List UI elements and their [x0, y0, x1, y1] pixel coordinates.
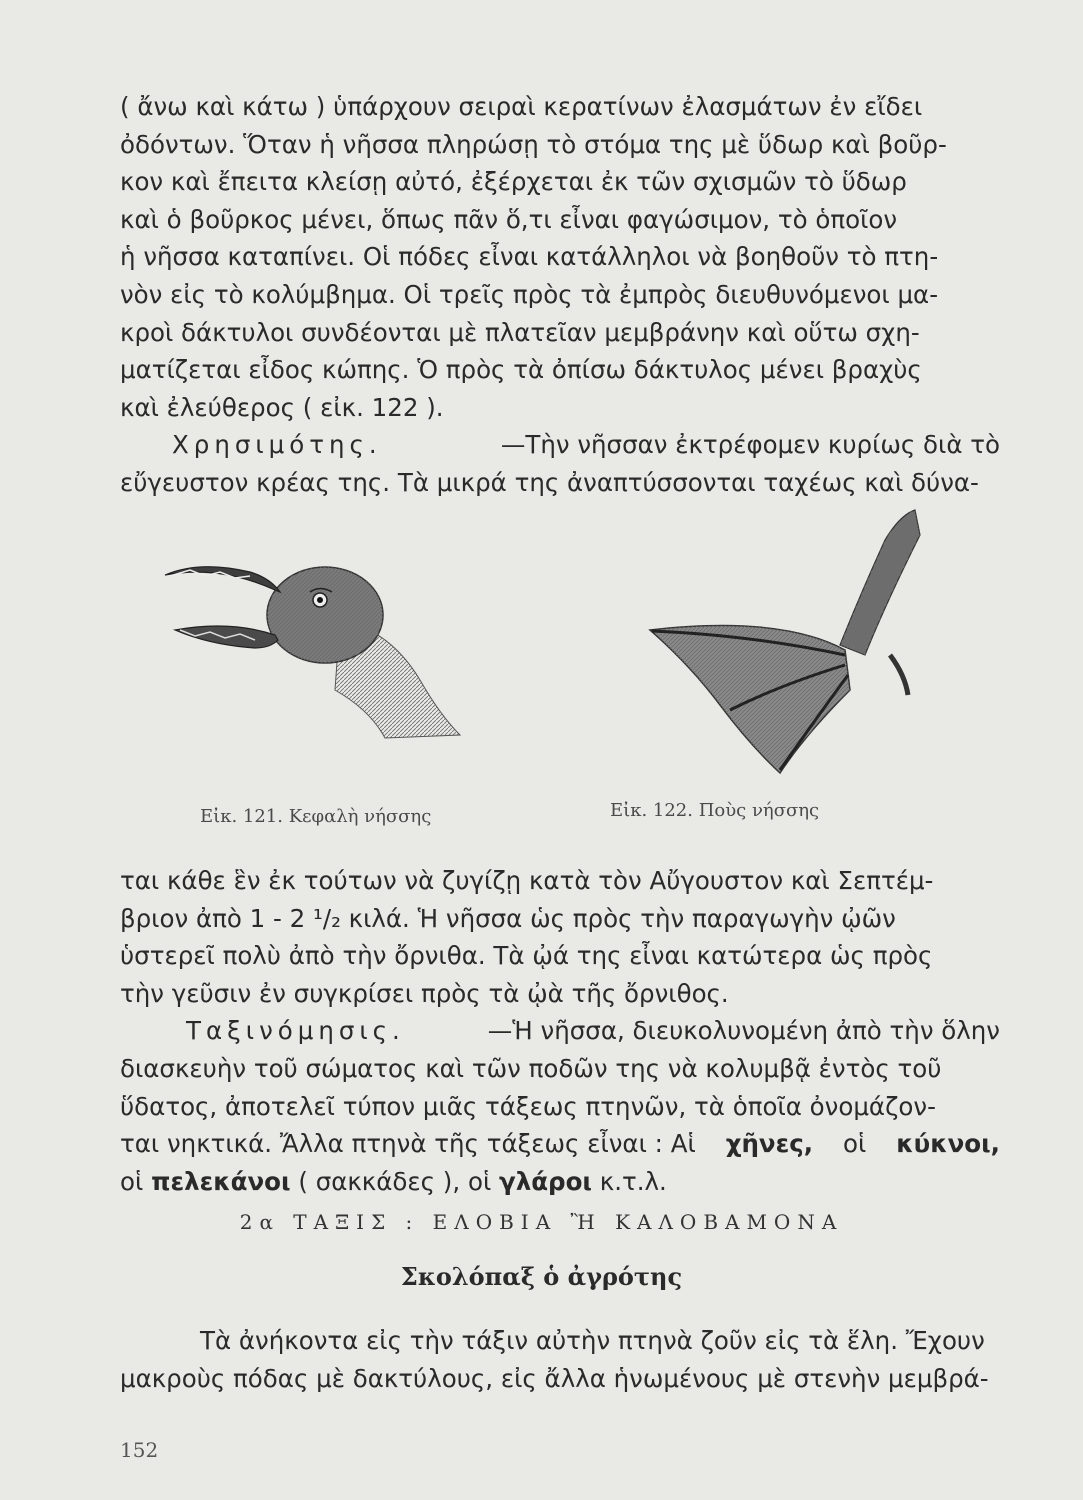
line-text: καὶ ὁ βοῦρκος μένει, ὅπως πᾶν ὅ,τι εἶναι φαγώσιμον, τὸ ὁποῖον: [120, 204, 898, 234]
text-line: [120, 201, 1000, 239]
figure-121-caption: Εἰκ. 121. Κεφαλὴ νήσσης: [200, 806, 432, 827]
text-line: [120, 389, 1000, 427]
text-line: [120, 937, 1000, 975]
article-text: οἱ: [843, 1129, 867, 1159]
text-line: [120, 1050, 1000, 1088]
line-text: τὴν γεῦσιν ἐν συγκρίσει πρὸς τὰ ᾠὰ τῆς ὄρνιθος.: [120, 978, 729, 1008]
classification-line: [120, 1012, 1000, 1050]
usefulness-line: [120, 426, 1000, 464]
page-number: 152: [120, 1438, 159, 1462]
text-line: [120, 314, 1000, 352]
term-pelicans: πελεκάνοι: [151, 1166, 291, 1196]
article-text: οἱ: [120, 1166, 144, 1196]
line-text: διασκευὴν τοῦ σώματος καὶ τῶν ποδῶν της νὰ κολυμβᾷ ἐντὸς τοῦ: [120, 1053, 942, 1083]
text-line: [120, 163, 1000, 201]
text-line: [120, 464, 1000, 502]
text-line: [120, 276, 1000, 314]
line-text: ἡ νῆσσα καταπίνει. Οἱ πόδες εἶναι κατάλληλοι νὰ βοηθοῦν τὸ πτη-: [120, 242, 939, 272]
duck-head-illustration: [160, 520, 490, 745]
text-line: [120, 1322, 1000, 1360]
line-text: μακροὺς πόδας μὲ δακτύλους, εἰς ἄλλα ἡνωμένους μὲ στενὴν μεμβρά-: [120, 1363, 989, 1393]
text-line: [120, 88, 1000, 126]
article-text: οἱ: [467, 1166, 492, 1196]
text-line: [120, 862, 1000, 900]
text-line: [120, 351, 1000, 389]
text-block-top: [120, 88, 1000, 502]
text-line: [120, 975, 1000, 1013]
line-text: εὔγευστον κρέας της. Τὰ μικρά της ἀναπτύσσονται ταχέως καὶ δύνα-: [120, 467, 979, 497]
term-gulls: γλάροι: [499, 1166, 592, 1196]
line-text: κον καὶ ἔπειτα κλείσῃ αὐτό, ἐξέρχεται ἐκ τῶν σχισμῶν τὸ ὕδωρ: [120, 167, 907, 197]
classification-text: —Ἡ νῆσσα, διευκολυνομένη ἀπὸ τὴν ὅλην: [487, 1016, 1000, 1046]
line-text: ὕδατος, ἀποτελεῖ τύπον μιᾶς τάξεως πτηνῶν, τὰ ὁποῖα ὀνομάζον-: [120, 1091, 936, 1121]
line-text: ται νηκτικά. Ἄλλα πτηνὰ τῆς τάξεως εἶναι : Αἱ: [120, 1129, 696, 1159]
line-text: ματίζεται εἶδος κώπης. Ὁ πρὸς τὰ ὀπίσω δάκτυλος μένει βραχὺς: [120, 355, 922, 385]
term-swans: κύκνοι,: [896, 1129, 1000, 1159]
duck-foot-illustration: [630, 505, 930, 780]
section-heading: 2α ΤΑΞΙΣ : ΕΛΟΒΙΑ Ἢ ΚΑΛΟΒΑΜΟΝΑ: [239, 1210, 844, 1234]
text-line: [120, 1125, 1000, 1163]
text-line: [120, 1163, 1000, 1201]
term-geese: χῆνες,: [725, 1129, 814, 1159]
species-subheading: Σκολόπαξ ὁ ἀγρότης: [400, 1262, 683, 1291]
line-text: βριον ἀπὸ 1 - 2 ¹/₂ κιλά. Ἡ νῆσσα ὡς πρὸς τὴν παραγωγὴν ᾠῶν: [120, 903, 896, 933]
pelicans-gloss: ( σακκάδες ),: [298, 1166, 461, 1196]
text-line: [120, 126, 1000, 164]
line-text: ὑστερεῖ πολὺ ἀπὸ τὴν ὄρνιθα. Τὰ ᾠά της εἶναι κατώτερα ὡς πρὸς: [120, 941, 933, 971]
usefulness-heading: Χρησιμότης.: [172, 430, 382, 460]
line-text: ( ἄνω καὶ κάτω ) ὑπάρχουν σειραὶ κερατίνων ἐλασμάτων ἐν εἴδει: [120, 92, 923, 121]
text-block-bottom: [120, 1322, 1000, 1397]
usefulness-text: —Τὴν νῆσσαν ἐκτρέφομεν κυρίως διὰ τὸ: [500, 430, 1000, 460]
line-text: Τὰ ἀνήκοντα εἰς τὴν τάξιν αὐτὴν πτηνὰ ζοῦν εἰς τὰ ἕλη. Ἔχουν: [200, 1326, 985, 1355]
text-line: [120, 900, 1000, 938]
text-line: [120, 1360, 1000, 1398]
classification-heading: Ταξινόμησις.: [186, 1016, 405, 1046]
line-text: ὀδόντων. Ὅταν ἡ νῆσσα πληρώσῃ τὸ στόμα της μὲ ὕδωρ καὶ βοῦρ-: [120, 129, 947, 159]
line-text: ται κάθε ἓν ἐκ τούτων νὰ ζυγίζῃ κατὰ τὸν Αὔγουστον καὶ Σεπτέμ-: [120, 866, 934, 895]
text-block-middle: [120, 862, 1000, 1200]
figure-122-caption: Εἰκ. 122. Ποὺς νήσσης: [610, 800, 820, 821]
etc-text: κ.τ.λ.: [599, 1166, 667, 1196]
line-text: νὸν εἰς τὸ κολύμβημα. Οἱ τρεῖς πρὸς τὰ ἐμπρὸς διευθυνόμενοι μα-: [120, 279, 939, 309]
line-text: κροὶ δάκτυλοι συνδέονται μὲ πλατεῖαν μεμβράνην καὶ οὕτω σχη-: [120, 317, 920, 347]
text-line: [120, 238, 1000, 276]
line-text: καὶ ἐλεύθερος ( εἰκ. 122 ).: [120, 392, 444, 422]
text-line: [120, 1088, 1000, 1126]
